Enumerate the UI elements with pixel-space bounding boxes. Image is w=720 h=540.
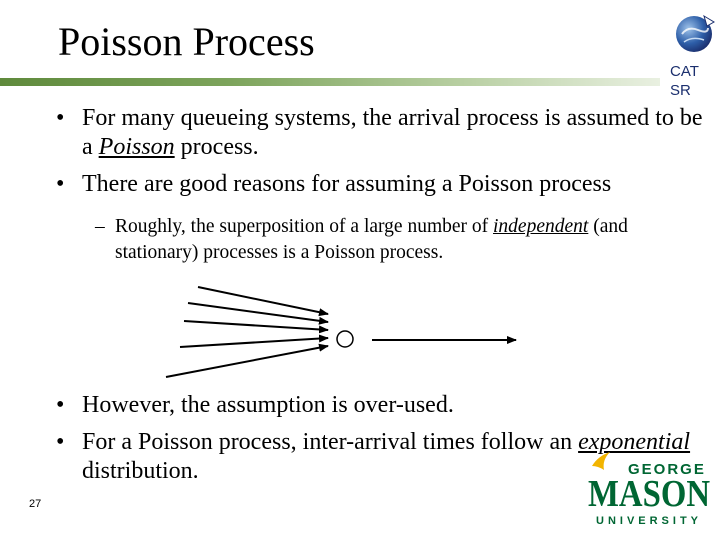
bullet-item [52, 170, 712, 199]
superposition-diagram [160, 278, 530, 388]
input-arrow [198, 287, 328, 314]
flame-icon [592, 452, 610, 470]
top-bullet-list [52, 104, 712, 207]
input-arrow [184, 321, 328, 330]
logo-university: UNIVERSITY [596, 515, 703, 527]
bullet-item [52, 104, 712, 162]
sub-bullet-text: Roughly, the superposition of a large number of [115, 216, 494, 237]
title-rule [0, 78, 660, 86]
bullet-text: For many queueing systems, the arrival process is assumed to be a [82, 105, 703, 160]
george-mason-logo [588, 452, 712, 530]
globe-icon [674, 12, 716, 54]
bullet-text: distribution. [82, 458, 199, 484]
sub-bullet-text: (and stationary) processes is a Poisson process. [115, 216, 628, 263]
logo-mason: MASON [588, 473, 710, 515]
catsr-logo [666, 12, 716, 99]
bullet-text: process. [174, 134, 259, 160]
sub-bullet-list [95, 214, 705, 266]
slide-title: Poisson Process [58, 19, 315, 64]
page-number: 27 [29, 498, 42, 510]
input-arrow [188, 303, 328, 322]
logo-george: GEORGE [628, 461, 706, 478]
sub-bullet-emphasis: independent [493, 216, 589, 237]
bullet-text: However, the assumption is over-used. [82, 392, 454, 418]
logo-line-1: CAT [670, 63, 699, 80]
input-arrow [180, 338, 328, 347]
bullet-text: For a Poisson process, inter-arrival times follow an [82, 429, 579, 455]
bullet-emphasis: Poisson [98, 134, 175, 160]
bullet-text: There are good reasons for assuming a Poisson process [82, 171, 612, 197]
bullet-emphasis: exponential [578, 429, 691, 455]
bullet-item [52, 391, 712, 420]
input-arrow [166, 346, 328, 377]
merge-node [337, 331, 353, 347]
logo-line-2: SR [670, 82, 691, 99]
sub-bullet-item [95, 214, 705, 266]
